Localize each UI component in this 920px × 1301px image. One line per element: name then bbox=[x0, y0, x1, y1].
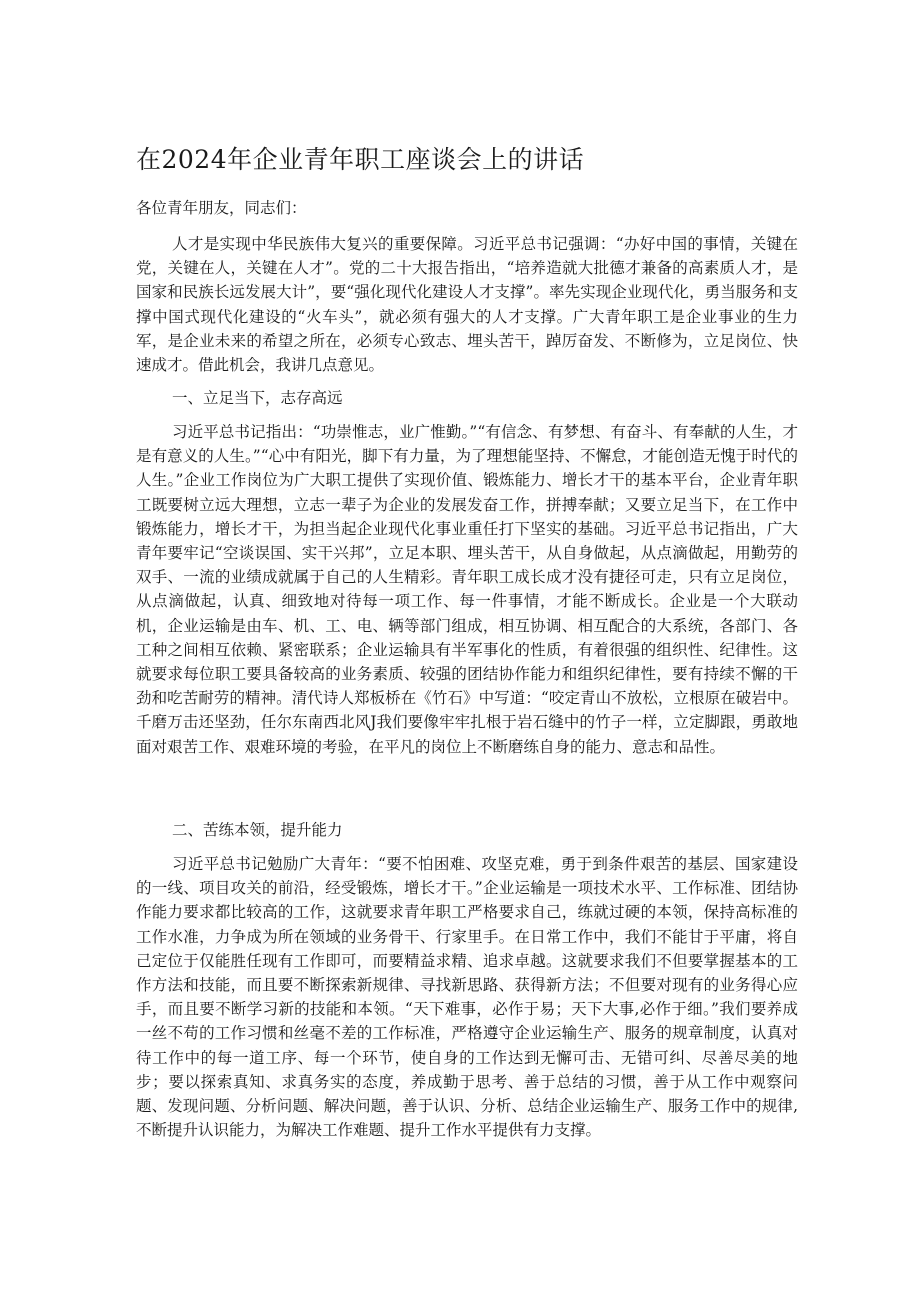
document-title: 在2024年企业青年职工座谈会上的讲话 bbox=[136, 145, 585, 174]
paragraph-intro: 人才是实现中华民族伟大复兴的重要保障。习近平总书记强调：“办好中国的事情，关键在党，关键在人，关键在人才”。党的二十大报告指出，“培养造就大批德才兼备的高素质人才，是国家和民族长远发展大计”，要“强化现代化建设人才支撑”。率先实现企业现代化，勇当服务和支撑中国式现代化建设的“火车头”，就必须有强大的人才支撑。广大青年职工是企业事业的生力军，是企业未来的希望之所在，必须专心致志、埋头苦干，踔厉奋发、不断修为，立足岗位、快速成才。借此机会，我讲几点意见。 bbox=[136, 235, 798, 375]
paragraph-section-1: 习近平总书记指出：“功崇惟志，业广惟勤。”“有信念、有梦想、有奋斗、有奉献的人生，才是有意义的人生。”“心中有阳光，脚下有力量，为了理想能坚持、不懈怠，才能创造无愧于时代的人生。”企业工作岗位为广大职工提供了实现价值、锻炼能力、增长才干的基本平台，企业青年职工既要树立远大理想，立志一辈子为企业的发展发奋工作，拼搏奉献；又要立足当下，在工作中锻炼能力，增长才干，为担当起企业现代化事业重任打下坚实的基础。习近平总书记指出，广大青年要牢记“空谈误国、实干兴邦”，立足本职、埋头苦干，从自身做起，从点滴做起，用勤劳的双手、一流的业绩成就属于自己的人生精彩。青年职工成长成才没有捷径可走，只有立足岗位，从点滴做起，认真、细致地对待每一项工作、每一件事情，才能不断成长。企业是一个大联动机，企业运输是由车、机、工、电、辆等部门组成，相互协调、相互配合的大系统，各部门、各工种之间相互依赖、紧密联系；企业运输具有半军事化的性质，有着很强的组织性、纪律性。这就要求每位职工要具备较高的业务素质、较强的团结协作能力和组织纪律性，要有持续不懈的干劲和吃苦耐劳的精神。清代诗人郑板桥在《竹石》中写道：“咬定青山不放松，立根原在破岩中。千磨万击还坚劲，任尔东南西北风J我们要像牢牢扎根于岩石缝中的竹子一样，立定脚跟，勇敢地面对艰苦工作、艰难环境的考验，在平凡的岗位上不断磨练自身的能力、意志和品性。 bbox=[136, 423, 798, 756]
paragraph-section-2: 习近平总书记勉励广大青年：“要不怕困难、攻坚克难，勇于到条件艰苦的基层、国家建设的一线、项目攻关的前沿，经受锻炼，增长才干。”企业运输是一项技术水平、工作标准、团结协作能力要求都比较高的工作，这就要求青年职工严格要求自己，练就过硬的本领，保持高标准的工作水准，力争成为所在领域的业务骨干、行家里手。在日常工作中，我们不能甘于平庸，将自己定位于仅能胜任现有工作即可，而要精益求精、追求卓越。这就要求我们不但要掌握基本的工作方法和技能，而且要不断探索新规律、寻找新思路、获得新方法；不但要对现有的业务得心应手，而且要不断学习新的技能和本领。“天下难事，必作于易；天下大事,必作于细。”我们要养成一丝不苟的工作习惯和丝毫不差的工作标准，严格遵守企业运输生产、服务的规章制度，认真对待工作中的每一道工序、每一个环节，使自身的工作达到无懈可击、无错可纠、尽善尽美的地步；要以探索真知、求真务实的态度，养成勤于思考、善于总结的习惯，善于从工作中观察问题、发现问题、分析问题、解决问题，善于认识、分析、总结企业运输生产、服务工作中的规律,不断提升认识能力，为解决工作难题、提升工作水平提供有力支撑。 bbox=[136, 855, 798, 1140]
section-heading-2: 二、苦练本领，提升能力 bbox=[172, 821, 343, 839]
salutation: 各位青年朋友，同志们： bbox=[136, 199, 307, 217]
section-heading-1: 一、立足当下，志存高远 bbox=[172, 389, 343, 407]
